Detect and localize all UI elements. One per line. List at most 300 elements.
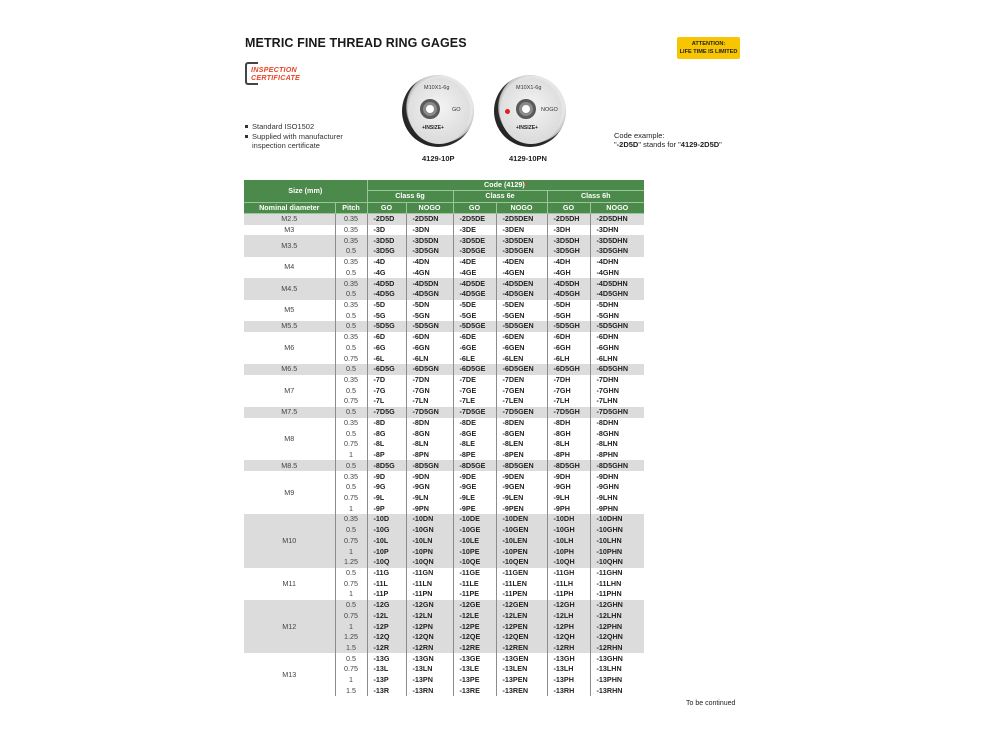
- code-cell: -5D5GEN: [496, 321, 547, 332]
- pitch-cell: 1: [335, 589, 367, 600]
- nominal-diameter-cell: M2.5: [244, 213, 335, 224]
- code-cell: -6LHN: [596, 353, 618, 363]
- pitch-cell: 1.25: [335, 632, 367, 643]
- header-go: GO: [367, 202, 406, 213]
- code-cell: -3D5DHN: [590, 235, 644, 246]
- code-cell: -8DE: [453, 418, 496, 429]
- code-cell: -12GH: [547, 600, 590, 611]
- code-cell: -6GEN: [496, 343, 547, 354]
- code-cell: -8PEN: [496, 450, 547, 461]
- code-cell: -4D5DH: [547, 278, 590, 289]
- nominal-diameter-cell: M9: [244, 471, 335, 514]
- code-cell: -11P: [367, 589, 406, 600]
- pitch-cell: 1: [335, 675, 367, 686]
- code-cell: -12LN: [406, 610, 453, 621]
- attention-line2: LIFE TIME IS LIMITED: [679, 49, 738, 55]
- code-cell: -11GN: [406, 568, 453, 579]
- code-cell: -7D5GN: [406, 407, 453, 418]
- nominal-diameter-cell: M5.5: [244, 321, 335, 332]
- code-cell: -10QN: [406, 557, 453, 568]
- code-cell: -9PEN: [496, 503, 547, 514]
- code-cell: -10P: [367, 546, 406, 557]
- ring-gage-table: [244, 180, 644, 696]
- code-cell: -11PEN: [496, 589, 547, 600]
- code-cell: -9GEN: [496, 482, 547, 493]
- code-cell: -13GN: [406, 653, 453, 664]
- code-cell: -12G: [367, 600, 406, 611]
- table-row: [244, 257, 644, 268]
- code-cell: -4D: [367, 257, 406, 268]
- code-cell: -7D5GEN: [496, 407, 547, 418]
- code-cell: -9GE: [453, 482, 496, 493]
- pitch-cell: 0.5: [335, 482, 367, 493]
- code-cell: -9PH: [547, 503, 590, 514]
- code-cell: -9DH: [547, 471, 590, 482]
- code-cell: -12QH: [547, 632, 590, 643]
- nominal-diameter-cell: M11: [244, 568, 335, 600]
- code-cell: -11GHN: [596, 567, 623, 577]
- header-nominal-diameter: Nominal diameter: [244, 202, 335, 213]
- code-cell: -9DHN: [596, 471, 619, 481]
- pitch-cell: 0.5: [335, 385, 367, 396]
- pitch-cell: 0.5: [335, 310, 367, 321]
- code-cell: -12QHN: [590, 632, 644, 643]
- code-cell: -6D5GEN: [496, 364, 547, 375]
- pitch-cell: 0.35: [335, 235, 367, 246]
- code-cell: -13P: [367, 675, 406, 686]
- code-cell: -4DE: [453, 257, 496, 268]
- code-cell: -13GEN: [496, 653, 547, 664]
- code-cell: -8GEN: [496, 428, 547, 439]
- code-cell: -3D5GN: [406, 246, 453, 257]
- code-cell: -12LE: [453, 610, 496, 621]
- code-cell: -13L: [367, 664, 406, 675]
- code-cell: -7D5GH: [547, 407, 590, 418]
- code-cell: -4DH: [547, 257, 590, 268]
- nominal-diameter-cell: M13: [244, 653, 335, 696]
- code-cell: -7G: [367, 385, 406, 396]
- code-cell: -13PN: [406, 675, 453, 686]
- code-cell: -3D5DE: [453, 235, 496, 246]
- pitch-cell: 1: [335, 503, 367, 514]
- pitch-cell: 0.75: [335, 578, 367, 589]
- code-cell: -13PH: [547, 675, 590, 686]
- code-cell: -7L: [367, 396, 406, 407]
- code-cell: -4GHN: [596, 267, 619, 277]
- code-cell: -10GEN: [496, 525, 547, 536]
- pitch-cell: 0.5: [335, 460, 367, 471]
- header-code: Code (4129)*: [367, 180, 644, 191]
- code-cell: -11LH: [547, 578, 590, 589]
- code-cell: -11PHN: [596, 589, 622, 599]
- header-nogo: NOGO: [590, 202, 644, 213]
- product-code-nogo: 4129-10PN: [509, 154, 547, 163]
- code-cell: -13LHN: [596, 664, 622, 674]
- header-nogo: NOGO: [406, 202, 453, 213]
- code-cell: -10LH: [547, 535, 590, 546]
- code-cell: -9LHN: [596, 492, 618, 502]
- code-cell: -10GHN: [590, 525, 644, 536]
- code-cell: -12LHN: [590, 610, 644, 621]
- code-cell: -3DE: [453, 225, 496, 236]
- code-cell: -7LEN: [496, 396, 547, 407]
- code-cell: -12PHN: [590, 621, 644, 632]
- code-cell: -10LN: [406, 535, 453, 546]
- code-cell: -10L: [367, 535, 406, 546]
- code-cell: -4DEN: [496, 257, 547, 268]
- code-cell: -3DHN: [596, 224, 619, 234]
- code-cell: -8LEN: [496, 439, 547, 450]
- code-cell: -6GHN: [596, 342, 619, 352]
- header-pitch: Pitch: [335, 202, 367, 213]
- code-cell: -13GH: [547, 653, 590, 664]
- code-cell: -3D5GE: [453, 246, 496, 257]
- feature-item: Supplied with manufacturer: [244, 132, 343, 142]
- pitch-cell: 0.35: [335, 257, 367, 268]
- table-row: [244, 213, 644, 224]
- code-cell: -8GN: [406, 428, 453, 439]
- code-cell: -6GH: [547, 343, 590, 354]
- code-cell: -8DH: [547, 418, 590, 429]
- code-cell: -5D: [367, 300, 406, 311]
- pitch-cell: 0.5: [335, 343, 367, 354]
- code-cell: -5DN: [406, 300, 453, 311]
- code-cell: -10DH: [547, 514, 590, 525]
- code-cell: -9LN: [406, 493, 453, 504]
- code-cell: -8LH: [547, 439, 590, 450]
- code-cell: -8GH: [547, 428, 590, 439]
- pitch-cell: 0.35: [335, 471, 367, 482]
- code-example-short: -2D5D: [616, 140, 639, 149]
- code-cell: -8LN: [406, 439, 453, 450]
- code-cell: -7LH: [547, 396, 590, 407]
- code-cell: -7DH: [547, 375, 590, 386]
- code-cell: -8D5GN: [406, 460, 453, 471]
- code-cell: -13LN: [406, 664, 453, 675]
- table-row: [244, 568, 644, 579]
- code-cell: -7DHN: [596, 375, 619, 385]
- pitch-cell: 0.35: [335, 514, 367, 525]
- code-cell: -6DE: [453, 332, 496, 343]
- table-row: [244, 235, 644, 246]
- code-cell: -4D5G: [367, 289, 406, 300]
- certificate-line2: CERTIFICATE: [251, 73, 301, 82]
- nominal-diameter-cell: M6.5: [244, 364, 335, 375]
- code-cell: -3D5G: [367, 246, 406, 257]
- code-cell: -6LE: [453, 353, 496, 364]
- gauge-hole-icon: [420, 99, 440, 119]
- code-cell: -11LHN: [596, 578, 622, 588]
- code-cell: -12REN: [496, 643, 547, 654]
- table-row: [244, 653, 644, 664]
- code-cell: -6G: [367, 343, 406, 354]
- code-cell: -12PN: [406, 621, 453, 632]
- pitch-cell: 1: [335, 450, 367, 461]
- code-cell: -3DEN: [496, 225, 547, 236]
- code-cell: -13LEN: [496, 664, 547, 675]
- code-cell: -12PH: [547, 621, 590, 632]
- code-cell: -7LN: [406, 396, 453, 407]
- gauge-label: NOGO: [541, 107, 558, 113]
- code-cell: -6GE: [453, 343, 496, 354]
- table-row: [244, 418, 644, 429]
- table-row: [244, 600, 644, 611]
- code-cell: -9LH: [547, 493, 590, 504]
- pitch-cell: 0.75: [335, 535, 367, 546]
- code-cell: -5GEN: [496, 310, 547, 321]
- attention-badge: [677, 37, 740, 59]
- code-cell: -6D: [367, 332, 406, 343]
- code-cell: -5G: [367, 310, 406, 321]
- code-cell: -2D5DE: [453, 213, 496, 224]
- gauge-brand: +INSIZE+: [422, 125, 444, 131]
- code-cell: -12LH: [547, 610, 590, 621]
- nominal-diameter-cell: M7.5: [244, 407, 335, 418]
- code-cell: -3D5DH: [547, 235, 590, 246]
- gauge-marking: M10X1-6g: [424, 85, 450, 91]
- pitch-cell: 0.75: [335, 353, 367, 364]
- nominal-diameter-cell: M8: [244, 418, 335, 461]
- asterisk: *: [524, 180, 528, 190]
- code-cell: -8D5GE: [453, 460, 496, 471]
- pitch-cell: 0.5: [335, 321, 367, 332]
- code-cell: -3D5D: [367, 235, 406, 246]
- code-cell: -11PH: [547, 589, 590, 600]
- code-cell: -13GE: [453, 653, 496, 664]
- gauge-hole-icon: [516, 99, 536, 119]
- code-cell: -4GN: [406, 267, 453, 278]
- code-cell: -5D5GN: [406, 321, 453, 332]
- pitch-cell: 0.35: [335, 375, 367, 386]
- table-row: [244, 460, 644, 471]
- code-cell: -8DEN: [496, 418, 547, 429]
- code-cell: -4D5DEN: [496, 278, 547, 289]
- code-cell: -9LEN: [496, 493, 547, 504]
- code-cell: -4DHN: [596, 257, 619, 267]
- code-cell: -6DHN: [596, 332, 619, 342]
- code-cell: -7LE: [453, 396, 496, 407]
- pitch-cell: 0.5: [335, 525, 367, 536]
- pitch-cell: 1: [335, 621, 367, 632]
- code-cell: -6DEN: [496, 332, 547, 343]
- code-cell: -13PHN: [596, 675, 623, 685]
- pitch-cell: 0.5: [335, 267, 367, 278]
- code-cell: -12QN: [406, 632, 453, 643]
- code-cell: -10DHN: [590, 514, 644, 525]
- table-row: [244, 407, 644, 418]
- bullet-icon: [245, 125, 248, 128]
- pitch-cell: 0.5: [335, 568, 367, 579]
- code-cell: -5GN: [406, 310, 453, 321]
- gauge-brand: +INSIZE+: [516, 125, 538, 131]
- code-cell: -6LH: [547, 353, 590, 364]
- code-cell: -12R: [367, 643, 406, 654]
- code-cell: -8D: [367, 418, 406, 429]
- nominal-diameter-cell: M12: [244, 600, 335, 654]
- code-cell: -13GHN: [596, 653, 623, 663]
- code-cell: -8LHN: [596, 439, 618, 449]
- code-cell: -4D5GEN: [496, 289, 547, 300]
- pitch-cell: 0.75: [335, 610, 367, 621]
- code-cell: -10QE: [453, 557, 496, 568]
- code-cell: -10PN: [406, 546, 453, 557]
- nominal-diameter-cell: M4: [244, 257, 335, 278]
- code-cell: -12RHN: [590, 643, 644, 654]
- code-cell: -12GE: [453, 600, 496, 611]
- code-cell: -4D5GH: [547, 289, 590, 300]
- code-cell: -10PH: [547, 546, 590, 557]
- pitch-cell: 0.5: [335, 428, 367, 439]
- code-cell: -2D5D: [367, 213, 406, 224]
- pitch-cell: 1.5: [335, 643, 367, 654]
- code-cell: -4D5DHN: [590, 278, 644, 289]
- code-cell: -12RE: [453, 643, 496, 654]
- code-cell: -11GEN: [496, 568, 547, 579]
- code-cell: -5D5G: [367, 321, 406, 332]
- code-cell: -4GH: [547, 267, 590, 278]
- code-example: Code example: "-2D5D" stands for "4129-2D5D": [614, 131, 722, 149]
- code-cell: -6D5GE: [453, 364, 496, 375]
- code-cell: -6L: [367, 353, 406, 364]
- code-cell: -4D5GHN: [590, 289, 644, 300]
- code-cell: -12PE: [453, 621, 496, 632]
- nominal-diameter-cell: M3.5: [244, 235, 335, 256]
- code-cell: -11L: [367, 578, 406, 589]
- code-cell: -5DHN: [596, 300, 619, 309]
- code-cell: -6DH: [547, 332, 590, 343]
- pitch-cell: 0.35: [335, 332, 367, 343]
- code-cell: -10QHN: [590, 557, 644, 568]
- red-dot-icon: [505, 109, 510, 114]
- code-cell: -12Q: [367, 632, 406, 643]
- pitch-cell: 0.75: [335, 664, 367, 675]
- code-cell: -10GH: [547, 525, 590, 536]
- code-cell: -5DE: [453, 300, 496, 311]
- code-cell: -5DEN: [496, 300, 547, 311]
- table-row: [244, 375, 644, 386]
- table-row: [244, 321, 644, 332]
- code-cell: -8PE: [453, 450, 496, 461]
- gauge-label: GO: [452, 107, 461, 113]
- code-cell: -12L: [367, 610, 406, 621]
- code-cell: -4G: [367, 267, 406, 278]
- code-cell: -10DE: [453, 514, 496, 525]
- code-cell: -10G: [367, 525, 406, 536]
- feature-item: Standard ISO1502: [244, 122, 343, 132]
- code-cell: -9PN: [406, 503, 453, 514]
- code-cell: -7DN: [406, 375, 453, 386]
- code-cell: -4GE: [453, 267, 496, 278]
- code-cell: -13LE: [453, 664, 496, 675]
- code-cell: -9G: [367, 482, 406, 493]
- bullet-icon: [245, 135, 248, 138]
- code-cell: -7D5GE: [453, 407, 496, 418]
- code-cell: -4D5DN: [406, 278, 453, 289]
- code-cell: -4D5DE: [453, 278, 496, 289]
- code-cell: -7DEN: [496, 375, 547, 386]
- code-cell: -2D5DN: [406, 213, 453, 224]
- ring-gauge-go-image: [398, 75, 478, 147]
- nominal-diameter-cell: M8.5: [244, 460, 335, 471]
- table-row: [244, 278, 644, 289]
- code-cell: -8DN: [406, 418, 453, 429]
- code-cell: -10PE: [453, 546, 496, 557]
- code-cell: -9GH: [547, 482, 590, 493]
- code-cell: -5GH: [547, 310, 590, 321]
- code-cell: -13PEN: [496, 675, 547, 686]
- code-cell: -8GHN: [596, 428, 619, 438]
- nominal-diameter-cell: M4.5: [244, 278, 335, 299]
- pitch-cell: 0.35: [335, 213, 367, 224]
- code-cell: -9DE: [453, 471, 496, 482]
- code-cell: -11PN: [406, 589, 453, 600]
- code-cell: -8LE: [453, 439, 496, 450]
- code-cell: -8D5GEN: [496, 460, 547, 471]
- code-cell: -12PEN: [496, 621, 547, 632]
- code-cell: -10D: [367, 514, 406, 525]
- code-cell: -4D5D: [367, 278, 406, 289]
- header-class-6h: Class 6h: [547, 191, 644, 202]
- code-cell: -3D5GH: [547, 246, 590, 257]
- pitch-cell: 0.5: [335, 407, 367, 418]
- code-cell: -12GHN: [590, 600, 644, 611]
- code-cell: -8D5G: [367, 460, 406, 471]
- code-cell: -11G: [367, 568, 406, 579]
- pitch-cell: 0.35: [335, 300, 367, 311]
- code-cell: -2D5DEN: [496, 213, 547, 224]
- code-cell: -4D5GN: [406, 289, 453, 300]
- code-cell: -5GE: [453, 310, 496, 321]
- code-cell: -13G: [367, 653, 406, 664]
- code-cell: -10LEN: [496, 535, 547, 546]
- pitch-cell: 1.5: [335, 686, 367, 697]
- code-cell: -8G: [367, 428, 406, 439]
- code-cell: -6LEN: [496, 353, 547, 364]
- code-cell: -10QEN: [496, 557, 547, 568]
- code-cell: -4D5GE: [453, 289, 496, 300]
- code-cell: -7D5G: [367, 407, 406, 418]
- inspection-certificate-logo: [245, 62, 315, 84]
- code-cell: -7DE: [453, 375, 496, 386]
- code-cell: -5D5GH: [547, 321, 590, 332]
- code-cell: -3D5GEN: [496, 246, 547, 257]
- pitch-cell: 1: [335, 546, 367, 557]
- code-cell: -13RH: [547, 686, 590, 697]
- code-cell: -6D5GHN: [590, 364, 644, 375]
- code-cell: -9P: [367, 503, 406, 514]
- table-row: [244, 471, 644, 482]
- table-row: [244, 225, 644, 236]
- table-row: [244, 300, 644, 311]
- code-cell: -9DN: [406, 471, 453, 482]
- code-cell: -9GN: [406, 482, 453, 493]
- code-cell: -3DN: [406, 225, 453, 236]
- code-cell: -6DN: [406, 332, 453, 343]
- header-nogo: NOGO: [496, 202, 547, 213]
- code-cell: -13RN: [406, 686, 453, 697]
- pitch-cell: 0.5: [335, 246, 367, 257]
- code-cell: -9PHN: [596, 503, 619, 513]
- pitch-cell: 0.35: [335, 225, 367, 236]
- pitch-cell: 0.5: [335, 600, 367, 611]
- code-cell: -2D5DH: [547, 213, 590, 224]
- code-cell: -3DH: [547, 225, 590, 236]
- code-cell: -10PEN: [496, 546, 547, 557]
- code-cell: -7D: [367, 375, 406, 386]
- code-cell: -7LHN: [596, 396, 618, 406]
- code-cell: -12P: [367, 621, 406, 632]
- pitch-cell: 1.25: [335, 557, 367, 568]
